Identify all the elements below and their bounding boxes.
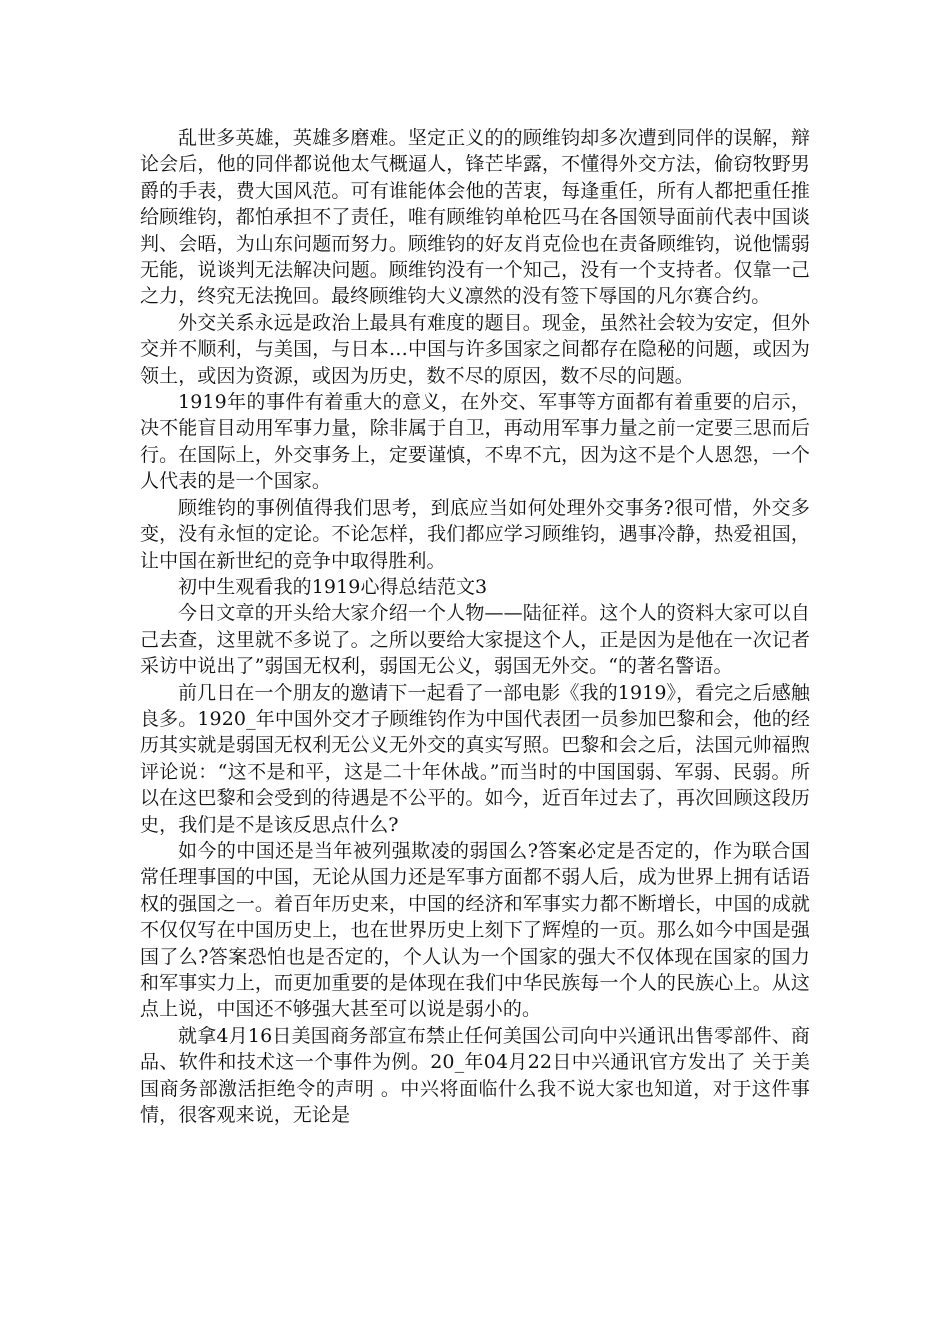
- paragraph-china-today: 如今的中国还是当年被列强欺凌的弱国么?答案必定是否定的，作为联合国常任理事国的中国，无论从国力还是军事方面都不弱人后，成为世界上拥有话语权的强国之一。着百年历史来，中国的经济和军事实力都不断增长，中国的成就不仅仅写在中国历史上，也在世界历史上刻下了辉煌的一页。那么如今中国是强国了么?答案恐怕也是否定的，个人认为一个国家的强大不仅体现在国家的国力和军事实力上，而更加重要的是体现在我们中华民族每一个人的民族心上。从这点上说，中国还不够强大甚至可以说是弱小的。: [140, 839, 810, 1021]
- paragraph-diplomacy-difficulty: 外交关系永远是政治上最具有难度的题目。现金，虽然社会较为安定，但外交并不顺利，与美国，与日本…中国与许多国家之间都存在隐秘的问题，或因为领土，或因为资源，或因为历史，数不尽的原因，数不尽的问题。: [140, 311, 810, 387]
- section-heading: 初中生观看我的1919心得总结范文3: [178, 575, 488, 598]
- paragraph-1919-significance: 1919年的事件有着重大的意义，在外交、军事等方面都有着重要的启示，决不能盲目动用军事力量，除非属于自卫，再动用军事力量之前一定要三思而后行。在国际上，外交事务上，定要谨慎，不卑不亢，因为这不是个人恩怨，一个人代表的是一个国家。: [140, 391, 810, 493]
- document-body: [140, 125, 810, 1128]
- paragraph-gu-weijun-hardship: 乱世多英雄，英雄多磨难。坚定正义的的顾维钧却多次遭到同伴的误解，辩论会后，他的同伴都说他太气概逼人，锋芒毕露，不懂得外交方法，偷窃牧野男爵的手表，费大国风范。可有谁能体会他的苦衷，每逢重任，所有人都把重任推给顾维钧，都怕承担不了责任，唯有顾维钧单枪匹马在各国领导面前代表中国谈判、会晤，为山东问题而努力。顾维钧的好友肖克俭也在责备顾维钧，说他懦弱无能，说谈判无法解决问题。顾维钧没有一个知己，没有一个支持者。仅靠一己之力，终究无法挽回。最终顾维钧大义凛然的没有签下辱国的凡尔赛合约。: [140, 127, 810, 308]
- paragraph-lu-zhengxiang: 今日文章的开头给大家介绍一个人物——陆征祥。这个人的资料大家可以自己去查，这里就不多说了。之所以要给大家提这个人，正是因为是他在一次记者采访中说出了”弱国无权利，弱国无公义，弱国无外交。“的著名警语。: [140, 602, 810, 678]
- paragraph-movie-reflection: 前几日在一个朋友的邀请下一起看了一部电影《我的1919》，看完之后感触良多。1920_年中国外交才子顾维钧作为中国代表团一员参加巴黎和会，他的经历其实就是弱国无权利无公义无外交的真实写照。巴黎和会之后，法国元帅福煦评论说：“这不是和平，这是二十年休战。”而当时的中国国弱、军弱、民弱。所以在这巴黎和会受到的待遇是不公平的。如今，近百年过去了，再次回顾这段历史，我们是不是该反思点什么?: [140, 681, 810, 836]
- paragraph-zte-example: 就拿4月16日美国商务部宣布禁止任何美国公司向中兴通讯出售零部件、商品、软件和技术这一个事件为例。20_年04月22日中兴通讯官方发出了 关于美国商务部激活拒绝令的声明 。中兴将面临什么我不说大家也知道，对于这件事情，很客观来说，无论是: [140, 1024, 810, 1127]
- paragraph-learn-from-gu: 顾维钧的事例值得我们思考，到底应当如何处理外交事务?很可惜，外交多变，没有永恒的定论。不论怎样，我们都应学习顾维钧，遇事冷静，热爱祖国，让中国在新世纪的竞争中取得胜利。: [140, 496, 810, 572]
